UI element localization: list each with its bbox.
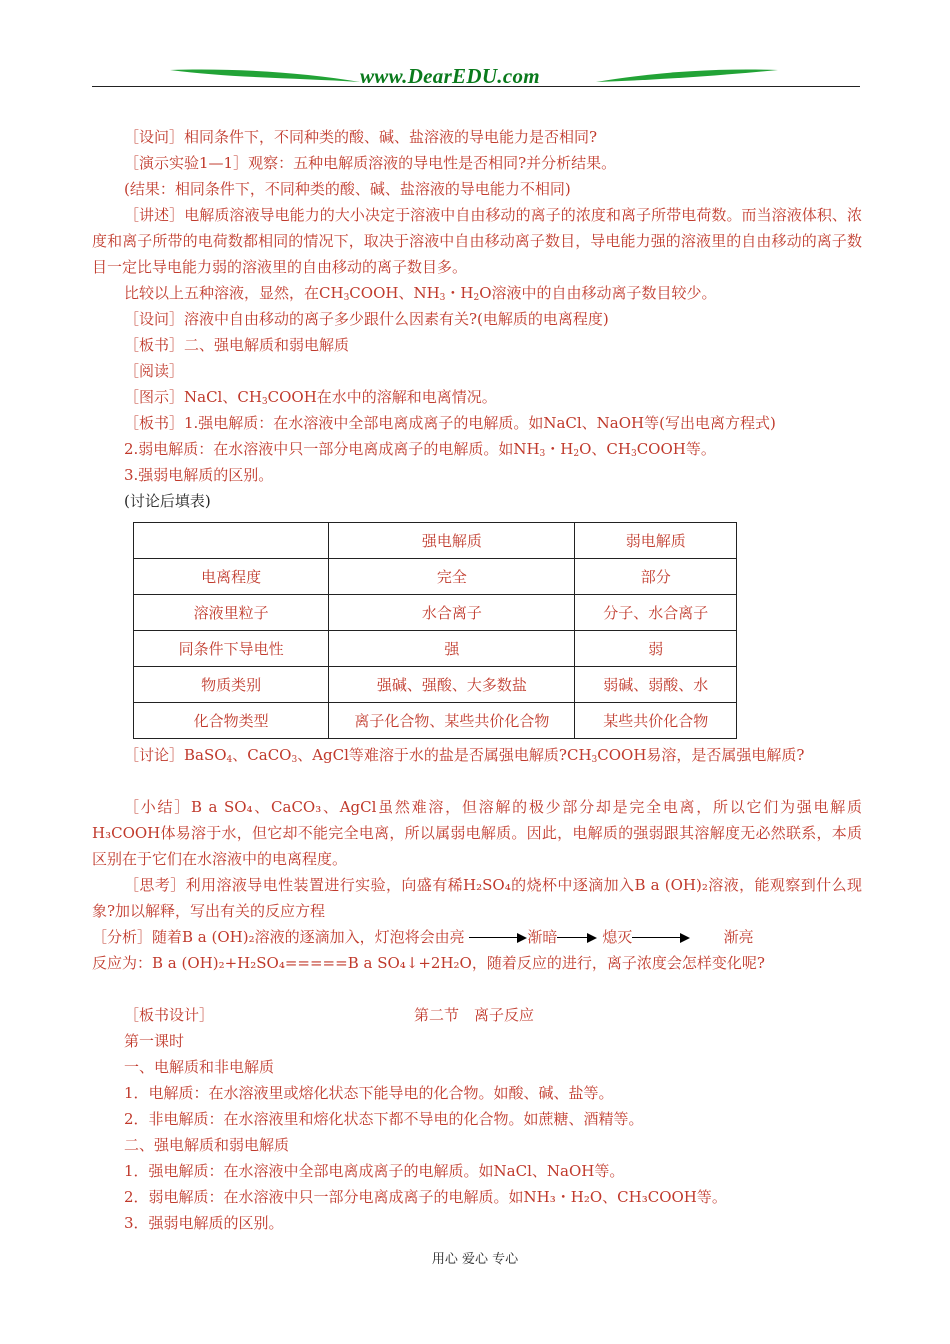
board2-line: ［板书］1.强电解质：在水溶液中全部电离成离子的电解质。如NaCl、NaOH等(写出电离方程式) bbox=[124, 414, 776, 432]
table-cell: 某些共价化合物 bbox=[575, 703, 737, 739]
table-cell: 强电解质 bbox=[329, 523, 575, 559]
analysis-line: ［分析］随着B a (OH)₂溶液的逐滴加入，灯泡将会由亮 渐暗 熄灭 渐亮 bbox=[92, 928, 754, 946]
result-line: (结果：相同条件下，不同种类的酸、碱、盐溶液的导电能力不相同) bbox=[124, 180, 571, 198]
table-cell: 水合离子 bbox=[329, 595, 575, 631]
weak-electrolyte-line: 2.弱电解质：在水溶液中只一部分电离成离子的电解质。如$NH_3$・$H_2O$、$CH_3COOH$等。 bbox=[124, 440, 716, 459]
section1-item: 2．非电解质：在水溶液里和熔化状态下都不导电的化合物。如蔗糖、酒精等。 bbox=[124, 1110, 644, 1128]
blank-line bbox=[92, 768, 862, 794]
table-row bbox=[134, 559, 737, 595]
section2-item: 3．强弱电解质的区别。 bbox=[124, 1214, 284, 1232]
arrow-right-icon bbox=[469, 933, 527, 943]
table-cell: 完全 bbox=[329, 559, 575, 595]
table-row bbox=[134, 631, 737, 667]
section2-item: 1．强电解质：在水溶液中全部电离成离子的电解质。如NaCl、NaOH等。 bbox=[124, 1162, 625, 1180]
reaction-line: 反应为：B a (OH)₂+H₂SO₄=====B a SO₄↓+2H₂O，随着反应的进行，离子浓度会怎样变化呢? bbox=[92, 954, 765, 972]
lesson-line: 第一课时 bbox=[124, 1032, 185, 1050]
thinking-paragraph: ［思考］利用溶液导电性装置进行实验，向盛有稀H₂SO₄的烧杯中逐滴加入B a (OH)₂溶液，能观察到什么现象?加以解释，写出有关的反应方程 bbox=[92, 876, 862, 920]
table-header-row bbox=[134, 523, 737, 559]
site-logo[interactable]: www.DearEDU.com bbox=[360, 64, 540, 88]
arrow-right-icon bbox=[557, 933, 597, 943]
document-body bbox=[92, 124, 862, 514]
lecture-paragraph: ［讲述］电解质溶液导电能力的大小决定于溶液中自由移动的离子的浓度和离子所带电荷数。而当溶液体积、浓度和离子所带的电荷数都相同的情况下，取决于溶液中自由移动离子数目，导电能力强的溶液里的自由移动的离子数目一定比导电能力弱的溶液里的自由移动的离子数目多。 bbox=[92, 206, 862, 276]
document-body-continued bbox=[92, 742, 862, 1236]
fill-table-note: (讨论后填表) bbox=[124, 492, 211, 510]
blank-line bbox=[92, 976, 862, 1002]
electrolyte-comparison-table bbox=[133, 522, 737, 739]
table-row bbox=[134, 667, 737, 703]
summary-paragraph: ［小结］B a SO₄、CaCO₃、AgCl虽然难溶，但溶解的极少部分却是完全电离，所以它们为强电解质H₃COOH体易溶于水，但它却不能完全电离，所以属弱电解质。因此，电解质的强弱跟其溶解度无必然联系，本质区别在于它们在水溶液中的电离程度。 bbox=[92, 798, 862, 868]
section2-heading: 二、强电解质和弱电解质 bbox=[124, 1136, 290, 1154]
table-row bbox=[134, 595, 737, 631]
page-footer: 用心 爱心 专心 bbox=[431, 1252, 519, 1267]
question-line: ［设问］相同条件下，不同种类的酸、碱、盐溶液的导电能力是否相同? bbox=[124, 128, 598, 146]
section1-heading: 一、电解质和非电解质 bbox=[124, 1058, 275, 1076]
table-row bbox=[134, 703, 737, 739]
table-cell: 弱电解质 bbox=[575, 523, 737, 559]
reading-line: ［阅读］ bbox=[124, 362, 185, 380]
compare-line: 比较以上五种溶液，显然，在$CH_3COOH$、$NH_3$・$H_2O$溶液中的自由移动离子数目较少。 bbox=[124, 284, 717, 303]
difference-line: 3.强弱电解质的区别。 bbox=[124, 466, 274, 484]
table-cell: 电离程度 bbox=[134, 559, 329, 595]
table-cell: 同条件下导电性 bbox=[134, 631, 329, 667]
table-cell: 部分 bbox=[575, 559, 737, 595]
board-design-line: ［板书设计］ 第二节 离子反应 bbox=[124, 1006, 535, 1024]
table-cell: 分子、水合离子 bbox=[575, 595, 737, 631]
board-line: ［板书］二、强电解质和弱电解质 bbox=[124, 336, 350, 354]
section2-item: 2．弱电解质：在水溶液中只一部分电离成离子的电解质。如NH₃・H₂O、CH₃COOH等。 bbox=[124, 1188, 727, 1206]
table-cell: 溶液里粒子 bbox=[134, 595, 329, 631]
arrow-right-icon bbox=[632, 933, 690, 943]
leaf-swoosh-right-icon bbox=[596, 64, 778, 86]
table-cell bbox=[134, 523, 329, 559]
section1-item: 1．电解质：在水溶液里或熔化状态下能导电的化合物。如酸、碱、盐等。 bbox=[124, 1084, 614, 1102]
table-cell: 化合物类型 bbox=[134, 703, 329, 739]
table-cell: 离子化合物、某些共价化合物 bbox=[329, 703, 575, 739]
question2-line: ［设问］溶液中自由移动的离子多少跟什么因素有关?(电解质的电离程度) bbox=[124, 310, 609, 328]
figure-line: ［图示］NaCl、$CH_3COOH$在水中的溶解和电离情况。 bbox=[124, 388, 497, 407]
table-cell: 弱 bbox=[575, 631, 737, 667]
demo-line: ［演示实验1—1］观察：五种电解质溶液的导电性是否相同?并分析结果。 bbox=[124, 154, 617, 172]
discussion-line: ［讨论］BaSO$_4$、CaCO$_3$、AgCl等难溶于水的盐是否属强电解质$?CH_3COOH$易溶，是否属强电解质? bbox=[124, 746, 805, 765]
table-cell: 强碱、强酸、大多数盐 bbox=[329, 667, 575, 703]
table-cell: 弱碱、弱酸、水 bbox=[575, 667, 737, 703]
table-cell: 物质类别 bbox=[134, 667, 329, 703]
header-rule bbox=[92, 86, 860, 87]
table-cell: 强 bbox=[329, 631, 575, 667]
leaf-swoosh-left-icon bbox=[170, 64, 360, 86]
